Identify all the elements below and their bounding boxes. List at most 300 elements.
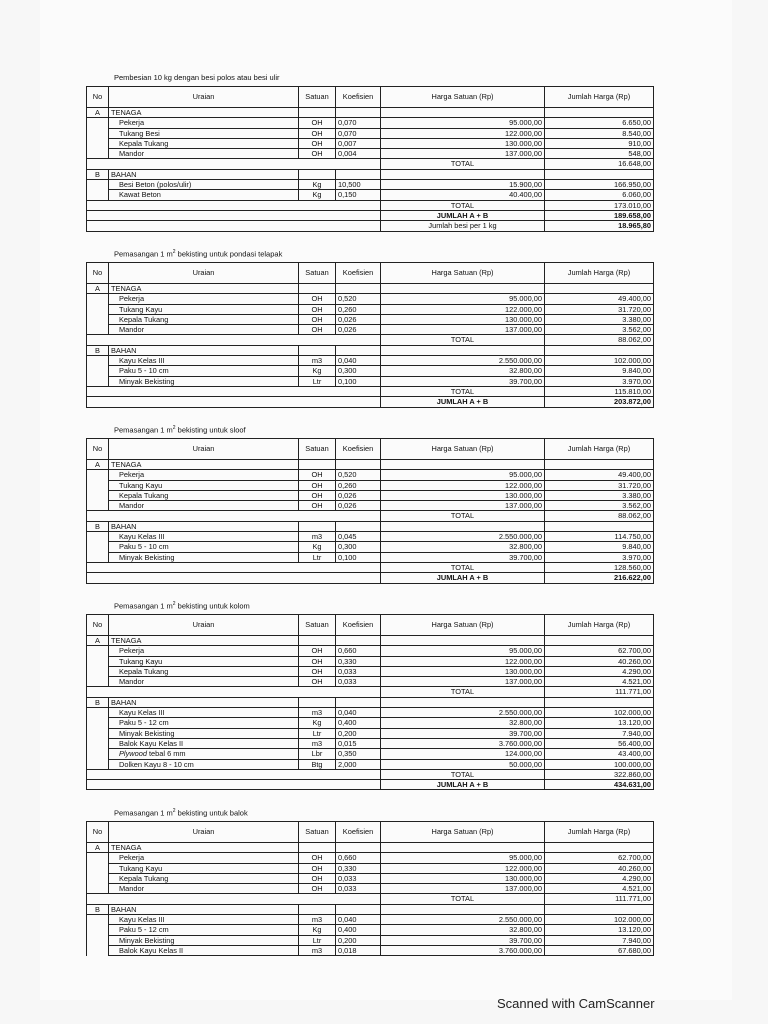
item-coefficient: 10,500 [336,180,381,190]
item-unit-price: 39.700,00 [381,376,545,386]
item-unit: Kg [299,180,336,190]
column-header: No [87,615,109,636]
total-value: 115.810,00 [545,386,654,396]
table-cell [299,636,336,646]
item-name: Pekerja [109,853,299,863]
item-name: Pekerja [109,118,299,128]
table-cell [336,169,381,179]
item-unit: Lbr [299,749,336,759]
table-cell [87,366,109,376]
table-cell [87,221,381,231]
item-unit-price: 39.700,00 [381,728,545,738]
table-cell [87,759,109,769]
item-unit-price: 40.400,00 [381,190,545,200]
item-name: Besi Beton (polos/ulir) [109,180,299,190]
item-name: Minyak Bekisting [109,935,299,945]
table-cell [87,728,109,738]
item-unit: OH [299,490,336,500]
cost-table-section [86,249,653,408]
item-name: Minyak Bekisting [109,552,299,562]
cost-table [86,821,654,956]
item-unit-price: 137.000,00 [381,501,545,511]
table-cell [87,749,109,759]
item-amount: 56.400,00 [545,738,654,748]
group-row [87,697,654,707]
item-unit: m3 [299,356,336,366]
group-title: BAHAN [109,169,299,179]
item-amount: 102.000,00 [545,708,654,718]
table-cell [87,646,109,656]
group-title: TENAGA [109,284,299,294]
item-coefficient: 0,100 [336,376,381,386]
table-row [87,646,654,656]
group-row [87,284,654,294]
table-cell [87,128,109,138]
table-cell [545,345,654,355]
total-label: TOTAL [381,894,545,904]
total-row [87,511,654,521]
table-cell [87,294,109,304]
table-cell [545,636,654,646]
table-row [87,470,654,480]
group-letter: B [87,169,109,179]
table-cell [87,304,109,314]
item-coefficient: 0,045 [336,532,381,542]
table-cell [87,386,381,396]
column-header: Harga Satuan (Rp) [381,263,545,284]
caption-text: Pemasangan 1 m [114,808,173,818]
item-name: Tukang Kayu [109,863,299,873]
table-row [87,925,654,935]
table-cell [87,335,381,345]
item-unit: m3 [299,708,336,718]
table-cell [87,573,381,583]
item-unit: OH [299,149,336,159]
item-coefficient: 0,350 [336,749,381,759]
table-cell [87,915,109,925]
total-label: TOTAL [381,511,545,521]
group-letter: A [87,108,109,118]
table-cell [87,552,109,562]
item-unit: m3 [299,915,336,925]
item-unit-price: 122.000,00 [381,128,545,138]
total-label: TOTAL [381,159,545,169]
item-amount: 102.000,00 [545,915,654,925]
item-unit: OH [299,873,336,883]
total-label: TOTAL [381,769,545,779]
table-cell [381,843,545,853]
item-unit: m3 [299,532,336,542]
item-coefficient: 0,400 [336,718,381,728]
total-label: TOTAL [381,386,545,396]
group-title: TENAGA [109,636,299,646]
item-coefficient: 0,200 [336,728,381,738]
table-row [87,490,654,500]
item-unit: OH [299,470,336,480]
item-coefficient: 0,033 [336,873,381,883]
table-cell [336,697,381,707]
table-cell [299,345,336,355]
item-unit-price: 95.000,00 [381,294,545,304]
table-cell [87,480,109,490]
item-amount: 548,00 [545,149,654,159]
total-label: TOTAL [381,687,545,697]
item-coefficient: 0,100 [336,552,381,562]
table-cell [87,501,109,511]
item-name: Kepala Tukang [109,314,299,324]
table-cell [545,169,654,179]
table-cell [87,397,381,407]
caption-superscript: 2 [172,601,176,607]
cost-table-section [86,808,653,956]
item-coefficient: 0,026 [336,501,381,511]
item-name: Pekerja [109,646,299,656]
item-unit: OH [299,480,336,490]
item-coefficient: 0,330 [336,656,381,666]
table-cell [87,935,109,945]
item-amount: 3.380,00 [545,314,654,324]
item-amount: 114.750,00 [545,532,654,542]
table-cell [381,284,545,294]
table-row [87,945,654,955]
total-row [87,769,654,779]
item-name: Mandor [109,884,299,894]
group-row [87,636,654,646]
item-coefficient: 0,026 [336,314,381,324]
item-unit: Btg [299,759,336,769]
table-row [87,149,654,159]
total-value: 216.622,00 [545,573,654,583]
cost-table-section [86,425,653,584]
table-cell [381,636,545,646]
item-unit-price: 39.700,00 [381,935,545,945]
column-header: Koefisien [336,87,381,108]
cost-table-section [86,73,653,232]
item-name: Kayu Kelas III [109,532,299,542]
item-amount: 8.540,00 [545,128,654,138]
item-unit-price: 32.800,00 [381,542,545,552]
caption-text-rest: bekisting untuk pondasi telapak [175,249,283,259]
table-cell [87,118,109,128]
item-coefficient: 0,520 [336,294,381,304]
total-row [87,780,654,790]
group-row [87,345,654,355]
caption-text-rest: bekisting untuk balok [175,808,248,818]
item-unit: Ltr [299,935,336,945]
total-row [87,573,654,583]
item-coefficient: 0,520 [336,470,381,480]
item-amount: 3.562,00 [545,325,654,335]
item-unit: m3 [299,738,336,748]
total-row [87,210,654,220]
item-amount: 4.521,00 [545,884,654,894]
item-name: Mandor [109,501,299,511]
group-row [87,904,654,914]
total-row [87,386,654,396]
table-cell [545,697,654,707]
column-header: Harga Satuan (Rp) [381,615,545,636]
column-header: Koefisien [336,615,381,636]
table-row [87,314,654,324]
total-row [87,397,654,407]
table-cell [87,511,381,521]
table-cell [381,345,545,355]
table-row [87,738,654,748]
item-unit-price: 122.000,00 [381,304,545,314]
item-unit: m3 [299,945,336,955]
total-label: JUMLAH A + B [381,573,545,583]
table-row [87,356,654,366]
item-amount: 9.840,00 [545,366,654,376]
table-cell [87,149,109,159]
scanner-watermark: Scanned with CamScanner [497,996,655,1011]
item-unit-price: 95.000,00 [381,646,545,656]
table-cell [299,460,336,470]
item-name: Paku 5 - 10 cm [109,542,299,552]
table-cell [87,780,381,790]
table-row [87,759,654,769]
item-coefficient: 0,300 [336,542,381,552]
item-unit-price: 137.000,00 [381,149,545,159]
table-header-row [87,87,654,108]
item-name: Minyak Bekisting [109,376,299,386]
item-amount: 43.400,00 [545,749,654,759]
table-cell [299,904,336,914]
cost-table [86,438,654,584]
item-name: Paku 5 - 12 cm [109,925,299,935]
table-cell [299,697,336,707]
item-unit: Kg [299,542,336,552]
item-name: Mandor [109,325,299,335]
table-cell [545,521,654,531]
total-label: TOTAL [381,335,545,345]
item-amount: 62.700,00 [545,853,654,863]
table-cell [299,108,336,118]
item-amount: 67.680,00 [545,945,654,955]
table-cell [87,863,109,873]
cost-table [86,86,654,232]
item-coefficient: 0,660 [336,853,381,863]
section-caption [114,73,280,82]
table-cell [87,314,109,324]
group-title: BAHAN [109,345,299,355]
table-cell [87,945,109,955]
table-cell [87,325,109,335]
group-letter: B [87,697,109,707]
item-unit: Kg [299,925,336,935]
total-value: 16.648,00 [545,159,654,169]
table-cell [87,470,109,480]
item-coefficient: 0,007 [336,138,381,148]
item-name: Paku 5 - 10 cm [109,366,299,376]
total-row [87,200,654,210]
item-unit: Ltr [299,376,336,386]
table-row [87,884,654,894]
item-name: Plywood tebal 6 mm [109,749,299,759]
table-cell [381,521,545,531]
group-title: BAHAN [109,904,299,914]
item-unit-price: 137.000,00 [381,677,545,687]
item-amount: 166.950,00 [545,180,654,190]
table-row [87,128,654,138]
column-header: Harga Satuan (Rp) [381,87,545,108]
item-unit-price: 130.000,00 [381,873,545,883]
item-unit: OH [299,304,336,314]
caption-text: Pemasangan 1 m [114,249,173,259]
item-coefficient: 0,040 [336,356,381,366]
item-unit-price: 3.760.000,00 [381,945,545,955]
item-unit-price: 122.000,00 [381,863,545,873]
item-coefficient: 0,015 [336,738,381,748]
table-cell [87,708,109,718]
group-title: TENAGA [109,843,299,853]
table-row [87,666,654,676]
item-amount: 9.840,00 [545,542,654,552]
column-header: Satuan [299,822,336,843]
item-unit: Kg [299,190,336,200]
table-row [87,542,654,552]
item-coefficient: 0,330 [336,863,381,873]
table-cell [87,562,381,572]
caption-text-rest: bekisting untuk kolom [175,601,250,611]
item-amount: 13.120,00 [545,925,654,935]
item-unit: Kg [299,366,336,376]
section-caption [114,601,250,611]
table-row [87,376,654,386]
cost-table [86,262,654,408]
item-coefficient: 0,033 [336,666,381,676]
item-coefficient: 0,040 [336,915,381,925]
item-unit: OH [299,294,336,304]
item-amount: 49.400,00 [545,470,654,480]
table-row [87,138,654,148]
table-row [87,304,654,314]
total-label: JUMLAH A + B [381,780,545,790]
table-row [87,180,654,190]
column-header: Jumlah Harga (Rp) [545,439,654,460]
group-row [87,108,654,118]
item-coefficient: 0,033 [336,677,381,687]
column-header: Satuan [299,439,336,460]
table-cell [87,718,109,728]
group-row [87,169,654,179]
item-coefficient: 0,200 [336,935,381,945]
table-row [87,708,654,718]
table-cell [87,159,381,169]
item-unit: OH [299,666,336,676]
item-unit-price: 95.000,00 [381,853,545,863]
group-title: BAHAN [109,521,299,531]
table-cell [381,108,545,118]
item-name: Kayu Kelas III [109,708,299,718]
item-unit: OH [299,314,336,324]
column-header: Uraian [109,822,299,843]
column-header: Harga Satuan (Rp) [381,439,545,460]
table-cell [87,853,109,863]
item-coefficient: 0,260 [336,480,381,490]
column-header: Satuan [299,87,336,108]
item-coefficient: 0,004 [336,149,381,159]
table-cell [336,460,381,470]
column-header: Jumlah Harga (Rp) [545,263,654,284]
item-amount: 6.060,00 [545,190,654,200]
table-header-row [87,615,654,636]
table-cell [87,190,109,200]
table-cell [87,656,109,666]
total-label: TOTAL [381,200,545,210]
cost-table [86,614,654,790]
group-title: BAHAN [109,697,299,707]
item-amount: 910,00 [545,138,654,148]
table-row [87,915,654,925]
item-unit: Ltr [299,728,336,738]
column-header: No [87,263,109,284]
table-cell [381,460,545,470]
item-amount: 3.970,00 [545,376,654,386]
table-cell [87,532,109,542]
item-unit: OH [299,128,336,138]
table-cell [336,284,381,294]
total-value: 111.771,00 [545,687,654,697]
table-cell [381,169,545,179]
item-amount: 40.260,00 [545,656,654,666]
item-coefficient: 0,070 [336,128,381,138]
item-name: Kepala Tukang [109,138,299,148]
section-caption [114,249,282,259]
item-unit-price: 95.000,00 [381,470,545,480]
group-row [87,521,654,531]
item-coefficient: 0,660 [336,646,381,656]
item-unit-price: 32.800,00 [381,925,545,935]
table-row [87,935,654,945]
item-name: Pekerja [109,294,299,304]
item-name: Kepala Tukang [109,666,299,676]
caption-text-rest: bekisting untuk sloof [175,425,246,435]
item-unit-price: 130.000,00 [381,138,545,148]
item-coefficient: 0,260 [336,304,381,314]
item-name: Kayu Kelas III [109,915,299,925]
item-amount: 31.720,00 [545,304,654,314]
table-row [87,873,654,883]
item-name: Balok Kayu Kelas II [109,738,299,748]
column-header: Jumlah Harga (Rp) [545,615,654,636]
item-unit-price: 2.550.000,00 [381,356,545,366]
group-letter: A [87,636,109,646]
table-row [87,718,654,728]
table-cell [299,521,336,531]
column-header: Harga Satuan (Rp) [381,822,545,843]
table-cell [87,677,109,687]
table-cell [87,687,381,697]
item-coefficient: 0,026 [336,325,381,335]
item-unit: Kg [299,718,336,728]
cost-table-section [86,601,653,790]
column-header: Koefisien [336,439,381,460]
table-cell [545,460,654,470]
item-unit-price: 130.000,00 [381,490,545,500]
table-row [87,677,654,687]
column-header: Uraian [109,263,299,284]
item-unit: OH [299,138,336,148]
item-name: Tukang Kayu [109,480,299,490]
table-row [87,501,654,511]
table-cell [87,925,109,935]
item-unit-price: 122.000,00 [381,480,545,490]
item-amount: 7.940,00 [545,728,654,738]
item-amount: 7.940,00 [545,935,654,945]
table-cell [336,521,381,531]
total-label: JUMLAH A + B [381,397,545,407]
